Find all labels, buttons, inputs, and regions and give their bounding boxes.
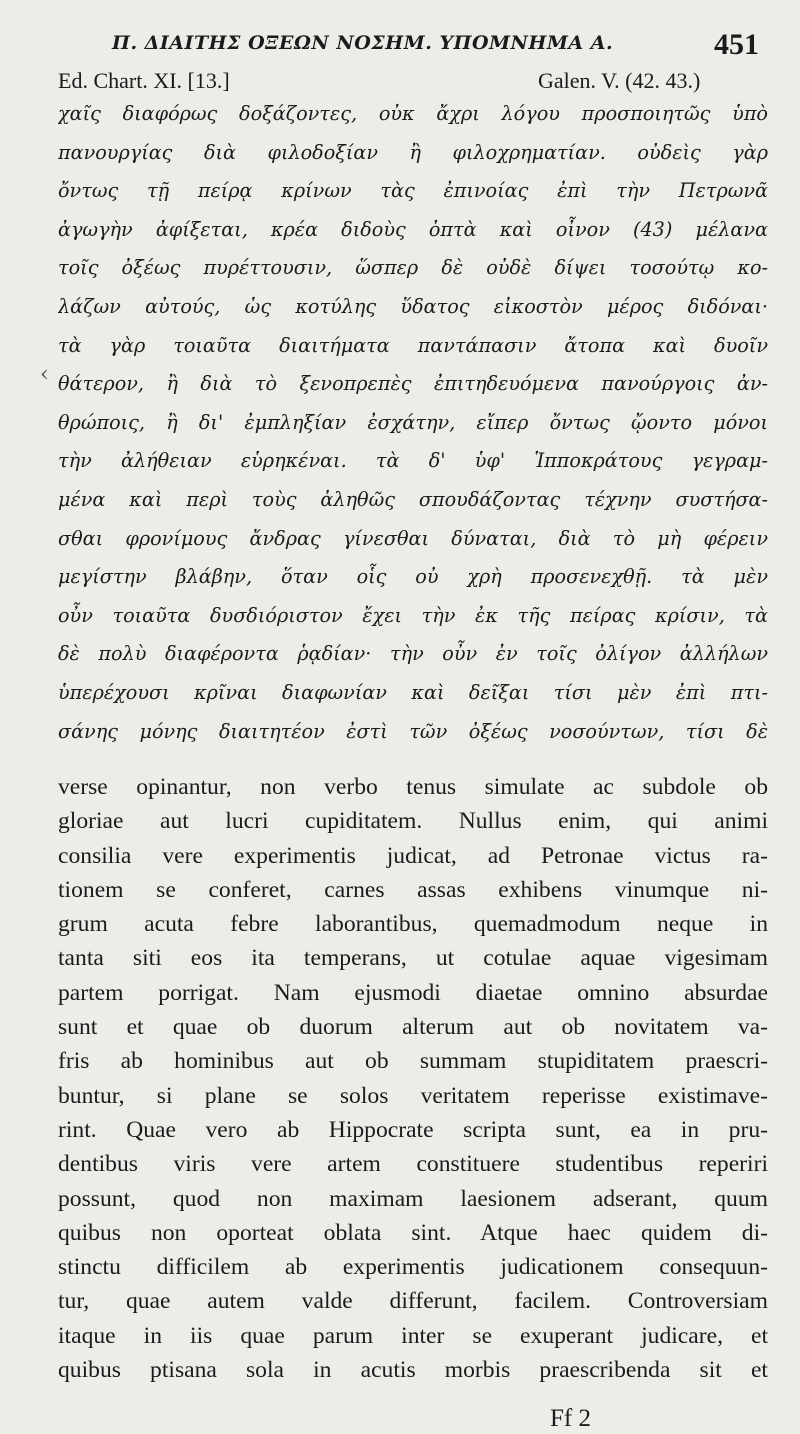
greek-line: σθαι φρονίμους ἄνδρας γίνεσθαι δύναται, διὰ τὸ μὴ φέρειν [58,526,768,550]
signature-mark: Ff 2 [550,1405,591,1432]
latin-line: quibus ptisana sola in acutis morbis praescribenda sit et [58,1357,768,1384]
latin-line: tanta siti eos ita temperans, ut cotulae aquae vigesimam [58,945,768,972]
latin-line: consilia vere experimentis judicat, ad Petronae victus ra- [58,842,768,869]
greek-line: οὖν τοιαῦτα δυσδιόριστον ἔχει τὴν ἐκ τῆς πείρας κρίσιν, τὰ [58,603,768,627]
latin-line: tur, quae autem valde differunt, facilem. Controversiam [58,1288,768,1315]
page-number: 451 [714,28,759,61]
latin-line: grum acuta febre laborantibus, quemadmodum neque in [58,911,768,938]
running-title: Π. ΔΙΑΙΤΗΣ ΟΞΕΩΝ ΝΟΣΗΜ. ΥΠΟΜΝΗΜΑ Α. [112,32,614,54]
greek-line: πανουργίας διὰ φιλοδοξίαν ἢ φιλοχρηματίαν. οὐδεὶς γὰρ [58,140,768,164]
latin-line: fris ab hominibus aut ob summam stupiditatem praescri- [58,1048,768,1075]
latin-line: sunt et quae ob duorum alterum aut ob novitatem va- [58,1014,768,1041]
greek-text-block [58,95,768,751]
greek-line: δὲ πολὺ διαφέροντα ῥᾳδίαν· τὴν οὖν ἐν τοῖς ὀλίγον ἀλλήλων [58,642,768,666]
greek-line: θάτερον, ἢ διὰ τὸ ξενοπρεπὲς ἐπιτηδευόμενα πανούργοις ἀν- [58,372,768,396]
latin-text-block [58,770,768,1387]
greek-line: ἀγωγὴν ἀφίξεται, κρέα διδοὺς ὀπτὰ καὶ οἶνον (43) μέλανα [58,217,768,241]
greek-line: λάζων αὐτούς, ὡς κοτύλης ὕδατος εἰκοστὸν μέρος διδόναι· [58,294,768,318]
edition-galen-reference: Galen. V. (42. 43.) [538,68,701,93]
latin-line: quibus non oporteat oblata sint. Atque haec quidem di- [58,1219,768,1246]
latin-line: tionem se conferet, carnes assas exhibens vinumque ni- [58,876,768,903]
greek-line: ὑπερέχουσι κρῖναι διαφωνίαν καὶ δεῖξαι τίσι μὲν ἐπὶ πτι- [58,680,768,704]
latin-line: rint. Quae vero ab Hippocrate scripta sunt, ea in pru- [58,1116,768,1143]
latin-line: verse opinantur, non verbo tenus simulate ac subdole ob [58,774,768,800]
margin-mark: ‹ [40,362,49,387]
latin-line: stinctu difficilem ab experimentis judicationem consequun- [58,1254,768,1281]
greek-line: σάνης μόνης διαιτητέον ἐστὶ τῶν ὀξέως νοσούντων, τίσι δὲ [58,719,768,743]
latin-line: dentibus viris vere artem constituere studentibus reperiri [58,1151,768,1178]
latin-line: partem porrigat. Nam ejusmodi diaetae omnino absurdae [58,979,768,1006]
greek-line: χαῖς διαφόρως δοξάζοντες, οὐκ ἄχρι λόγου προσποιητῶς ὑπὸ [58,102,768,125]
greek-line: μεγίστην βλάβην, ὅταν οἷς οὐ χρὴ προσενεχθῇ. τὰ μὲν [58,565,768,589]
running-head [0,28,800,64]
greek-line: τὰ γὰρ τοιαῦτα διαιτήματα παντάπασιν ἄτοπα καὶ δυοῖν [58,333,768,357]
latin-line: gloriae aut lucri cupiditatem. Nullus enim, qui animi [58,808,768,835]
greek-line: θρώποις, ἢ δι' ἐμπληξίαν ἐσχάτην, εἴπερ ὄντως ᾤοντο μόνοι [58,410,768,434]
latin-line: itaque in iis quae parum inter se exuperant judicare, et [58,1322,768,1349]
edition-chart-reference: Ed. Chart. XI. [13.] [58,68,230,93]
greek-line: μένα καὶ περὶ τοὺς ἀληθῶς σπουδάζοντας τέχνην συστήσα- [58,487,768,511]
greek-line: ὄντως τῇ πείρᾳ κρίνων τὰς ἐπινοίας ἐπὶ τὴν Πετρωνᾶ [58,179,768,203]
greek-line: τὴν ἀλήθειαν εὑρηκέναι. τὰ δ' ὑφ' Ἱπποκράτους γεγραμ- [58,449,768,473]
greek-line: τοῖς ὀξέως πυρέττουσιν, ὥσπερ δὲ οὐδὲ δίψει τοσούτῳ κο- [58,256,768,280]
edition-reference-line [0,68,800,96]
latin-line: buntur, si plane se solos veritatem reperisse existimave- [58,1082,768,1109]
latin-line: possunt, quod non maximam laesionem adserant, quum [58,1185,768,1212]
